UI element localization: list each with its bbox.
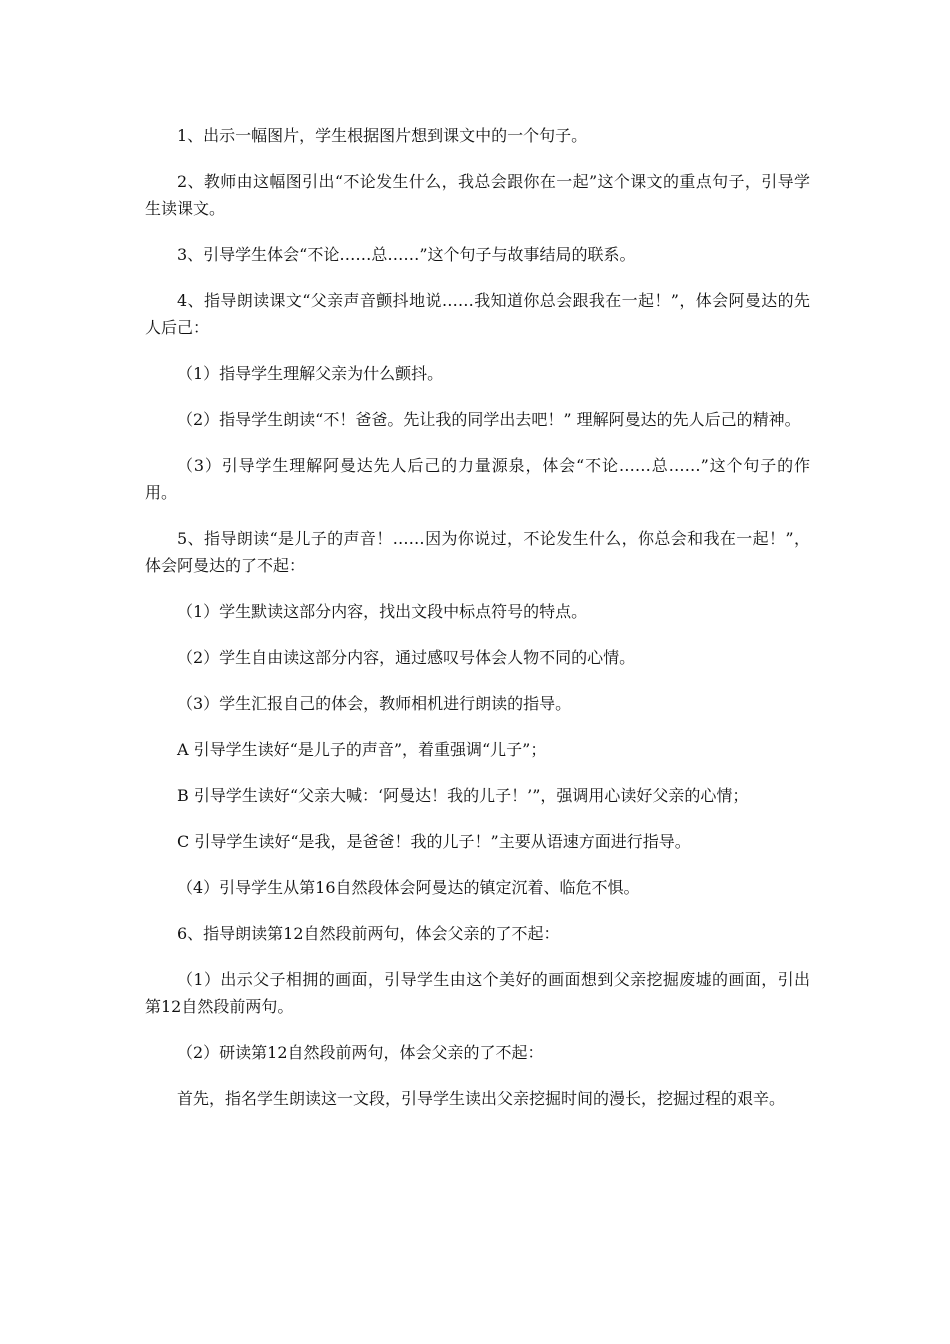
paragraph-10: （2）学生自由读这部分内容，通过感叹号体会人物不同的心情。 bbox=[177, 648, 636, 667]
paragraph-6: （2）指导学生朗读“不！爸爸。先让我的同学出去吧！” 理解阿曼达的先人后己的精神。 bbox=[177, 410, 801, 429]
paragraph-9: （1）学生默读这部分内容，找出文段中标点符号的特点。 bbox=[177, 602, 588, 621]
paragraph-7: （3）引导学生理解阿曼达先人后己的力量源泉，体会“不论……总……”这个句子的作用。 bbox=[145, 456, 810, 502]
paragraph-2: 2、教师由这幅图引出“不论发生什么，我总会跟你在一起”这个课文的重点句子，引导学生读课文。 bbox=[145, 172, 810, 218]
paragraph-19: 首先，指名学生朗读这一文段，引导学生读出父亲挖掘时间的漫长，挖掘过程的艰辛。 bbox=[177, 1089, 786, 1108]
paragraph-5: （1）指导学生理解父亲为什么颤抖。 bbox=[177, 364, 444, 383]
paragraph-4: 4、指导朗读课文“父亲声音颤抖地说……我知道你总会跟我在一起！”，体会阿曼达的先人后己： bbox=[145, 291, 810, 337]
paragraph-13: B 引导学生读好“父亲大喊：‘阿曼达！我的儿子！’”，强调用心读好父亲的心情； bbox=[177, 786, 749, 805]
paragraph-18: （2）研读第12自然段前两句，体会父亲的了不起： bbox=[177, 1043, 544, 1062]
paragraph-12: A 引导学生读好“是儿子的声音”，着重强调“儿子”； bbox=[177, 740, 547, 759]
paragraph-3: 3、引导学生体会“不论……总……”这个句子与故事结局的联系。 bbox=[177, 245, 636, 264]
paragraph-8: 5、指导朗读“是儿子的声音！……因为你说过，不论发生什么，你总会和我在一起！”，体会阿曼达的了不起： bbox=[145, 529, 810, 575]
paragraph-11: （3）学生汇报自己的体会，教师相机进行朗读的指导。 bbox=[177, 694, 572, 713]
paragraph-16: 6、指导朗读第12自然段前两句，体会父亲的了不起： bbox=[177, 924, 560, 943]
document-body bbox=[145, 122, 810, 1131]
paragraph-17: （1）出示父子相拥的画面，引导学生由这个美好的画面想到父亲挖掘废墟的画面，引出第12自然段前两句。 bbox=[145, 970, 810, 1016]
paragraph-1: 1、出示一幅图片，学生根据图片想到课文中的一个句子。 bbox=[177, 126, 588, 145]
paragraph-14: C 引导学生读好“是我，是爸爸！我的儿子！”主要从语速方面进行指导。 bbox=[177, 832, 691, 851]
paragraph-15: （4）引导学生从第16自然段体会阿曼达的镇定沉着、临危不惧。 bbox=[177, 878, 640, 897]
